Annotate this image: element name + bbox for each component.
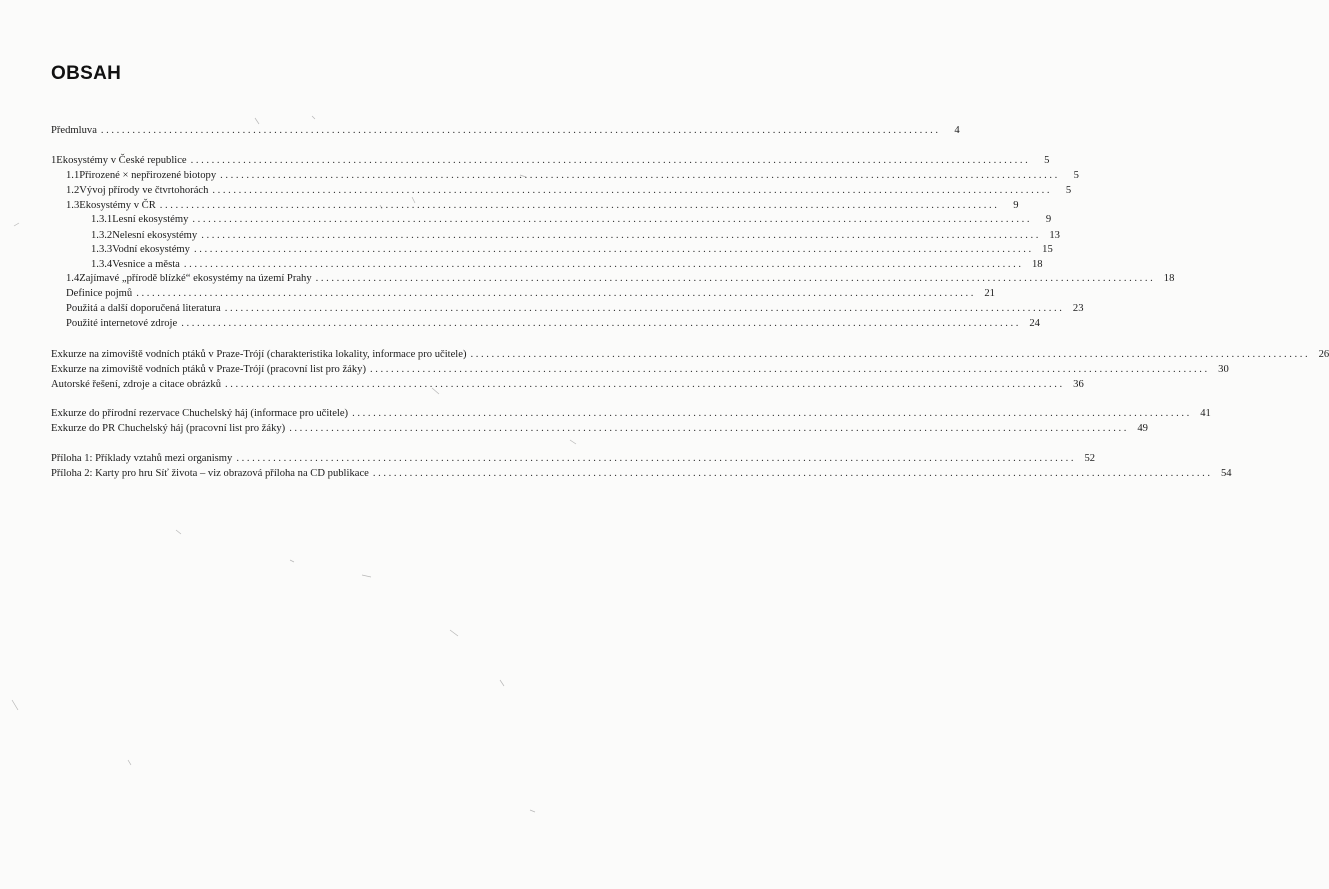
toc-entry-page: 52 — [1084, 453, 1096, 464]
toc-entry — [51, 348, 1329, 362]
toc-entry-number: 1.3.4 — [91, 259, 113, 270]
toc-leader-dots: ................................................................................................................................................................ — [212, 185, 1053, 196]
toc-entry — [91, 258, 1043, 272]
toc-leader-dots: ................................................................................................................................................................ — [470, 349, 1311, 360]
toc-leader-dots: ................................................................................................................................................................ — [181, 318, 1021, 329]
toc-entry-title: Zajímavé „přírodě blízké“ ekosystémy na území Prahy — [79, 273, 312, 284]
toc-leader-dots: ................................................................................................................................................................ — [193, 244, 1034, 255]
toc-entry — [91, 213, 1052, 227]
toc-entry — [66, 169, 1079, 183]
toc-entry-title: Použitá a další doporučená literatura — [66, 303, 221, 314]
toc-entry-page: 23 — [1072, 303, 1084, 314]
toc-entry — [51, 452, 1096, 466]
toc-entry — [51, 378, 1084, 392]
toc-entry — [51, 407, 1211, 421]
toc-entry-page: 9 — [1013, 200, 1019, 211]
toc-entry-title: Příloha 1: Příklady vztahů mezi organismy — [51, 453, 233, 464]
toc-leader-dots: ................................................................................................................................................................ — [100, 125, 941, 136]
toc-entry-number: 1.3 — [66, 200, 80, 211]
toc-entry-page: 4 — [954, 125, 960, 136]
toc-entry-title: Exkurze na zimoviště vodních ptáků v Praze-Trójí (pracovní list pro žáky) — [51, 364, 366, 375]
toc-leader-dots: ................................................................................................................................................................ — [192, 214, 1033, 225]
toc-entry-number: 1.2 — [66, 185, 80, 196]
toc-entry — [66, 184, 1072, 198]
toc-entry — [51, 154, 1050, 168]
toc-entry — [66, 302, 1084, 316]
toc-leader-dots: ................................................................................................................................................................ — [315, 273, 1156, 284]
toc-leader-dots: ................................................................................................................................................................ — [236, 453, 1077, 464]
toc-entry-page: 15 — [1042, 244, 1053, 255]
toc-leader-dots: ................................................................................................................................................................ — [289, 423, 1129, 434]
toc-leader-dots: ................................................................................................................................................................ — [220, 170, 1060, 181]
toc-entry-number: 1.3.2 — [91, 230, 113, 241]
toc-entry-number: 1.4 — [66, 273, 80, 284]
toc-entry-title: Exkurze do přírodní rezervace Chuchelský háj (informace pro učitele) — [51, 408, 349, 419]
toc-entry-title: Předmluva — [51, 125, 97, 136]
toc-entry-page: 54 — [1221, 468, 1232, 479]
toc-entry — [51, 363, 1229, 377]
toc-entry-title: Nelesní ekosystémy — [112, 230, 198, 241]
toc-entry-page: 13 — [1049, 230, 1060, 241]
toc-entry — [66, 199, 1019, 213]
toc-entry-page: 9 — [1045, 214, 1052, 225]
toc-entry-page: 5 — [1065, 185, 1072, 196]
toc-entry-title: Vývoj přírody ve čtvrtohorách — [79, 185, 209, 196]
toc-entry-number: 1.3.3 — [91, 244, 113, 255]
toc-entry-page: 21 — [984, 288, 995, 299]
toc-entry-page: 24 — [1029, 318, 1040, 329]
toc-entry-title: Exkurze na zimoviště vodních ptáků v Praze-Trójí (charakteristika lokality, informace pro učitele) — [51, 349, 467, 360]
toc-entry-title: Vodní ekosystémy — [112, 244, 190, 255]
toc-entry — [51, 124, 960, 138]
toc-entry — [91, 243, 1053, 257]
toc-entry — [66, 287, 995, 301]
toc-entry — [66, 317, 1040, 331]
toc-leader-dots: ................................................................................................................................................................ — [224, 303, 1065, 314]
toc-entry-page: 26 — [1318, 349, 1329, 360]
toc-entry-page: 36 — [1073, 379, 1084, 390]
toc-leader-dots: ................................................................................................................................................................ — [136, 288, 976, 299]
toc-entry-page: 49 — [1137, 423, 1148, 434]
toc-entry-page: 30 — [1218, 364, 1229, 375]
toc-entry-page: 41 — [1200, 408, 1211, 419]
toc-entry — [66, 272, 1175, 286]
toc-entry-page: 5 — [1044, 155, 1050, 166]
toc-entry-title: Definice pojmů — [66, 288, 133, 299]
toc-leader-dots: ................................................................................................................................................................ — [369, 364, 1210, 375]
toc-entry-title: Přirozené × nepřirozené biotopy — [79, 170, 217, 181]
toc-entry-title: Exkurze do PR Chuchelský háj (pracovní list pro žáky) — [51, 423, 286, 434]
toc-entry-number: 1.3.1 — [91, 214, 113, 225]
toc-leader-dots: ................................................................................................................................................................ — [352, 408, 1192, 419]
toc-leader-dots: ................................................................................................................................................................ — [225, 379, 1065, 390]
toc-entry-page: 18 — [1163, 273, 1175, 284]
toc-leader-dots: ................................................................................................................................................................ — [190, 155, 1031, 166]
toc-entry-title: Autorské řešení, zdroje a citace obrázků — [51, 379, 222, 390]
toc-entry-page: 18 — [1032, 259, 1043, 270]
toc-leader-dots: ................................................................................................................................................................ — [183, 259, 1024, 270]
toc-entry-title: Ekosystémy v České republice — [56, 155, 187, 166]
toc-entry-number: 1 — [51, 155, 57, 166]
toc-entry — [51, 422, 1148, 436]
toc-leader-dots: ................................................................................................................................................................ — [159, 200, 1000, 211]
toc-entry-title: Ekosystémy v ČR — [79, 200, 156, 211]
toc-entry-page: 5 — [1073, 170, 1079, 181]
toc-leader-dots: ................................................................................................................................................................ — [372, 468, 1213, 479]
toc-leader-dots: ................................................................................................................................................................ — [201, 230, 1041, 241]
toc-entry-title: Vesnice a města — [112, 259, 180, 270]
toc-entry — [91, 229, 1060, 243]
page-heading: OBSAH — [51, 63, 122, 84]
toc-entry-title: Lesní ekosystémy — [112, 214, 189, 225]
toc-entry — [51, 467, 1232, 481]
toc-entry-title: Použité internetové zdroje — [66, 318, 178, 329]
toc-entry-title: Příloha 2: Karty pro hru Síť života – viz obrazová příloha na CD publikace — [51, 468, 369, 479]
toc-entry-number: 1.1 — [66, 170, 80, 181]
